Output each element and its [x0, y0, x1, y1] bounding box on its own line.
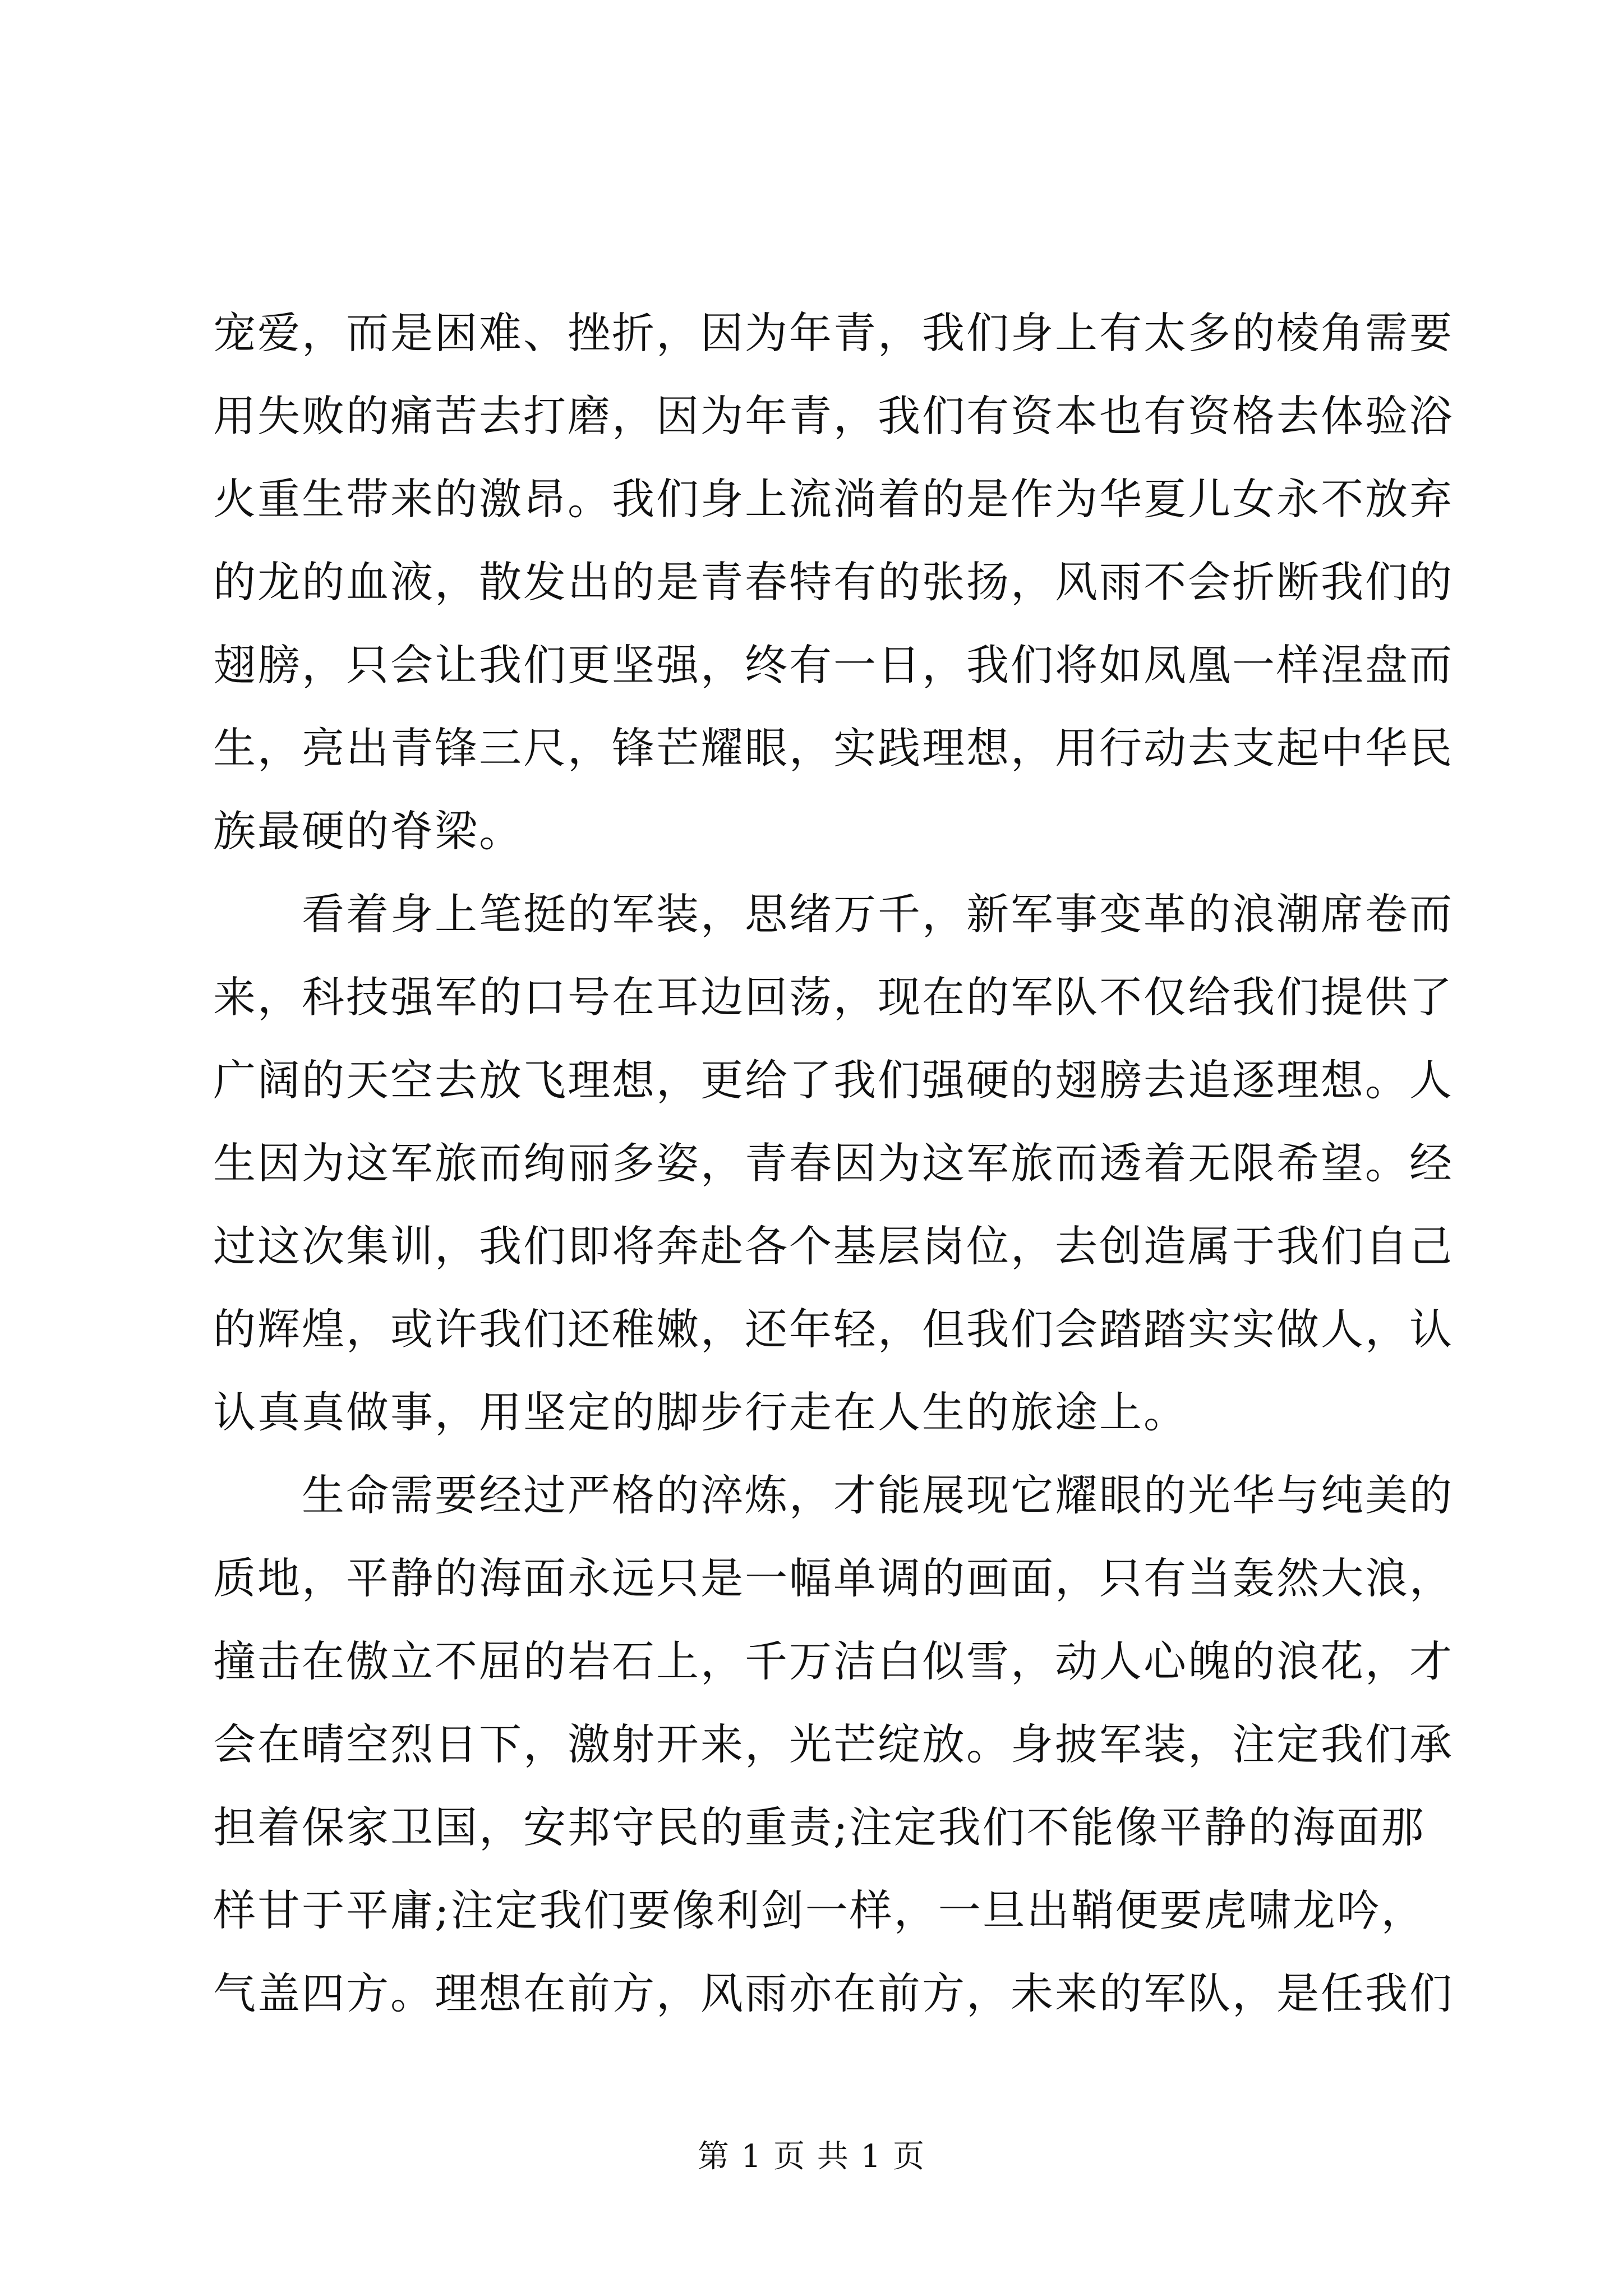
text-line: 来，科技强军的口号在耳边回荡，现在的军队不仅给我们提供了: [213, 972, 1454, 1022]
page-number-footer: 第 1 页 共 1 页: [697, 2138, 926, 2175]
text-line: 气盖四方。理想在前方，风雨亦在前方，未来的军队，是任我们: [213, 1968, 1454, 2018]
text-line: 生，亮出青锋三尺，锋芒耀眼，实践理想，用行动去支起中华民: [213, 723, 1454, 773]
text-line: 用失败的痛苦去打磨，因为年青，我们有资本也有资格去体验浴: [213, 391, 1454, 441]
text-line: 会在晴空烈日下，激射开来，光芒绽放。身披军装，注定我们承: [213, 1719, 1454, 1769]
text-line: 认真真做事，用坚定的脚步行走在人生的旅途上。: [213, 1387, 1188, 1437]
text-line: 过这次集训，我们即将奔赴各个基层岗位，去创造属于我们自己: [213, 1221, 1454, 1271]
text-line: 生因为这军旅而绚丽多姿，青春因为这军旅而透着无限希望。经: [213, 1138, 1454, 1188]
text-line: 族最硬的脊梁。: [213, 806, 523, 856]
document-body: [213, 292, 1454, 2035]
text-line: 质地，平静的海面永远只是一幅单调的画面，只有当轰然大浪，: [213, 1553, 1454, 1603]
paragraph-first-line: 看着身上笔挺的军装，思绪万千，新军事变革的浪潮席卷而: [302, 889, 1454, 939]
text-line: 火重生带来的激昂。我们身上流淌着的是作为华夏儿女永不放弃: [213, 474, 1454, 524]
text-line: 翅膀，只会让我们更坚强，终有一日，我们将如凤凰一样涅盘而: [213, 640, 1454, 690]
text-line: 广阔的天空去放飞理想，更给了我们强硬的翅膀去追逐理想。人: [213, 1055, 1454, 1105]
text-line: 样甘于平庸;注定我们要像利剑一样，一旦出鞘便要虎啸龙吟，: [213, 1885, 1426, 1935]
paragraph-first-line: 生命需要经过严格的淬炼，才能展现它耀眼的光华与纯美的: [302, 1470, 1454, 1520]
text-line: 撞击在傲立不屈的岩石上，千万洁白似雪，动人心魄的浪花，才: [213, 1636, 1454, 1686]
text-line: 的龙的血液，散发出的是青春特有的张扬，风雨不会折断我们的: [213, 557, 1454, 607]
text-line: 担着保家卫国，安邦守民的重责;注定我们不能像平静的海面那: [213, 1802, 1426, 1852]
text-line: 的辉煌，或许我们还稚嫩，还年轻，但我们会踏踏实实做人，认: [213, 1304, 1454, 1354]
text-line: 宠爱，而是困难、挫折，因为年青，我们身上有太多的棱角需要: [213, 308, 1454, 358]
